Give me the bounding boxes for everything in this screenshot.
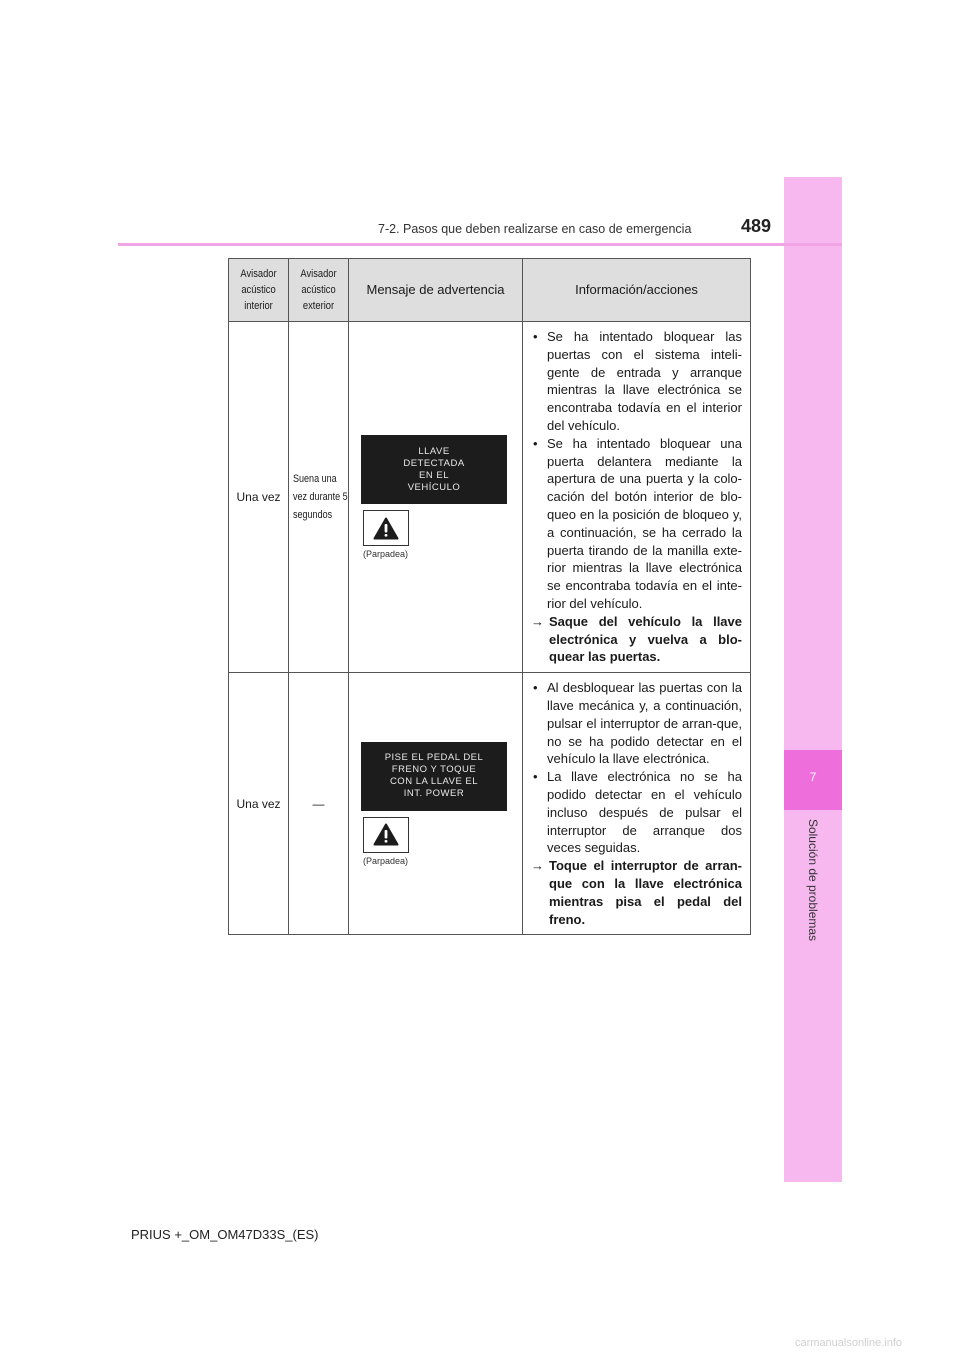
warning-light-box	[363, 817, 409, 853]
section-title: 7-2. Pasos que deben realizarse en caso de emergencia	[378, 222, 692, 236]
list-item: • Se ha intentado bloquear una puerta delantera mediante la apertura de una puerta y la colo-cación del botón interior de blo-queo en la posición de bloqueo y, a continuación, se ha cerrado la puerta tirando de la manilla exte-rior mientras la llave electrónica se encontraba todavía en el inte-rior del vehículo.	[533, 435, 742, 611]
chapter-label: Solución de problemas	[806, 818, 820, 942]
blink-label: (Parpadea)	[363, 855, 409, 866]
page-number: 489	[741, 216, 772, 236]
header-warning-message: Mensaje de advertencia	[349, 259, 523, 322]
warning-message-cell	[349, 673, 523, 935]
interior-buzzer-cell: Una vez	[229, 673, 289, 935]
chapter-number: 7	[809, 770, 817, 784]
manual-code: PRIUS +_OM_OM47D33S_(ES)	[131, 1227, 319, 1242]
chapter-side-tab	[784, 177, 842, 1182]
table-header-row	[229, 259, 751, 322]
message-display: PISE EL PEDAL DEL FRENO Y TOQUE CON LA LLAVE EL INT. POWER	[361, 742, 507, 811]
action-item: → Toque el interruptor de arran-que con la llave electrónica mientras pisa el pedal del freno.	[527, 857, 742, 928]
action-item: → Saque del vehículo la llave electrónica y vuelva a blo-quear las puertas.	[527, 613, 742, 666]
warning-triangle-icon	[373, 517, 399, 540]
warning-table	[228, 258, 751, 935]
watermark: carmanualsonline.info	[795, 1337, 903, 1349]
interior-buzzer-cell: Una vez	[229, 322, 289, 673]
header-rule	[118, 243, 842, 246]
arrow-icon: →	[531, 858, 544, 874]
list-item: • Al desbloquear las puertas con la llave mecánica y, a continuación, pulsar el interruptor de arran-que, no se ha podido detectar en el vehículo la llave electrónica.	[533, 680, 742, 767]
header-info-actions: Información/acciones	[523, 259, 751, 322]
info-actions-cell	[523, 673, 751, 935]
exterior-buzzer-cell: —	[289, 673, 349, 935]
info-actions-cell	[523, 322, 751, 673]
warning-light-box	[363, 510, 409, 546]
list-item: • Se ha intentado bloquear las puertas con el sistema inteli-gente de entrada y arranque mientras la llave electrónica se encontraba todavía en el interior del vehículo.	[533, 329, 742, 433]
header-interior-buzzer: Avisador acústico interior	[229, 259, 289, 322]
warning-triangle-icon	[373, 823, 399, 846]
header-exterior-buzzer: Avisador acústico exterior	[289, 259, 349, 322]
arrow-icon: →	[531, 613, 544, 629]
message-display: LLAVE DETECTADA EN EL VEHÍCULO	[361, 435, 507, 504]
warning-message-cell	[349, 322, 523, 673]
table-row	[229, 673, 751, 935]
table-row	[229, 322, 751, 673]
blink-label: (Parpadea)	[363, 549, 409, 560]
exterior-buzzer-cell: Suena una vez durante 5 segundos	[289, 322, 349, 673]
list-item: • La llave electrónica no se ha podido detectar en el vehículo incluso después de pulsar el interruptor de arranque dos veces seguidas.	[533, 769, 742, 856]
